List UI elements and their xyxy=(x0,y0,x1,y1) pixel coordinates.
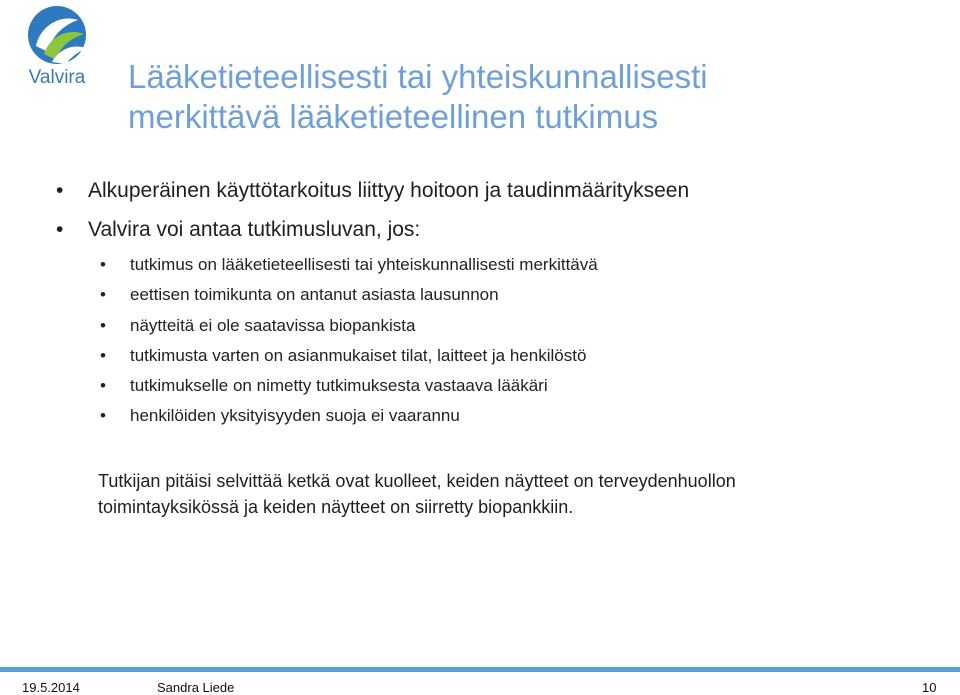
note-paragraph xyxy=(98,468,918,520)
logo-wordmark: Valvira xyxy=(28,67,86,88)
footer-divider xyxy=(0,667,960,672)
note-line-2: toimintayksikössä ja keiden näytteet on siirretty biopankkiin. xyxy=(98,497,574,517)
sub-bullet: • eettisen toimikunta on antanut asiasta lausunnon xyxy=(100,284,598,314)
sub-bullet: • henkilöiden yksityisyyden suoja ei vaarannu xyxy=(100,405,598,435)
valvira-logo xyxy=(22,4,92,94)
sub-bullet-list xyxy=(100,254,598,436)
valvira-swirl-icon xyxy=(22,4,92,66)
sub-bullet: • tutkimusta varten on asianmukaiset tilat, laitteet ja henkilöstö xyxy=(100,345,598,375)
footer-date: 19.5.2014 xyxy=(22,680,80,695)
sub-bullet: • näytteitä ei ole saatavissa biopankista xyxy=(100,315,598,345)
title-line-1: Lääketieteellisesti tai yhteiskunnallisesti xyxy=(128,58,708,95)
sub-bullet: • tutkimukselle on nimetty tutkimuksesta vastaava lääkäri xyxy=(100,375,598,405)
main-bullet: • Alkuperäinen käyttötarkoitus liittyy hoitoon ja taudinmääritykseen xyxy=(56,178,689,217)
slide-title xyxy=(128,57,928,137)
note-line-1: Tutkijan pitäisi selvittää ketkä ovat kuolleet, keiden näytteet on terveydenhuollon xyxy=(98,471,736,491)
main-bullet: • Valvira voi antaa tutkimusluvan, jos: xyxy=(56,217,689,256)
sub-bullet: • tutkimus on lääketieteellisesti tai yhteiskunnallisesti merkittävä xyxy=(100,254,598,284)
footer-page-number: 10 xyxy=(922,680,937,695)
footer-author: Sandra Liede xyxy=(157,680,235,695)
title-line-2: merkittävä lääketieteellinen tutkimus xyxy=(128,98,659,135)
main-bullet-list xyxy=(56,178,689,256)
